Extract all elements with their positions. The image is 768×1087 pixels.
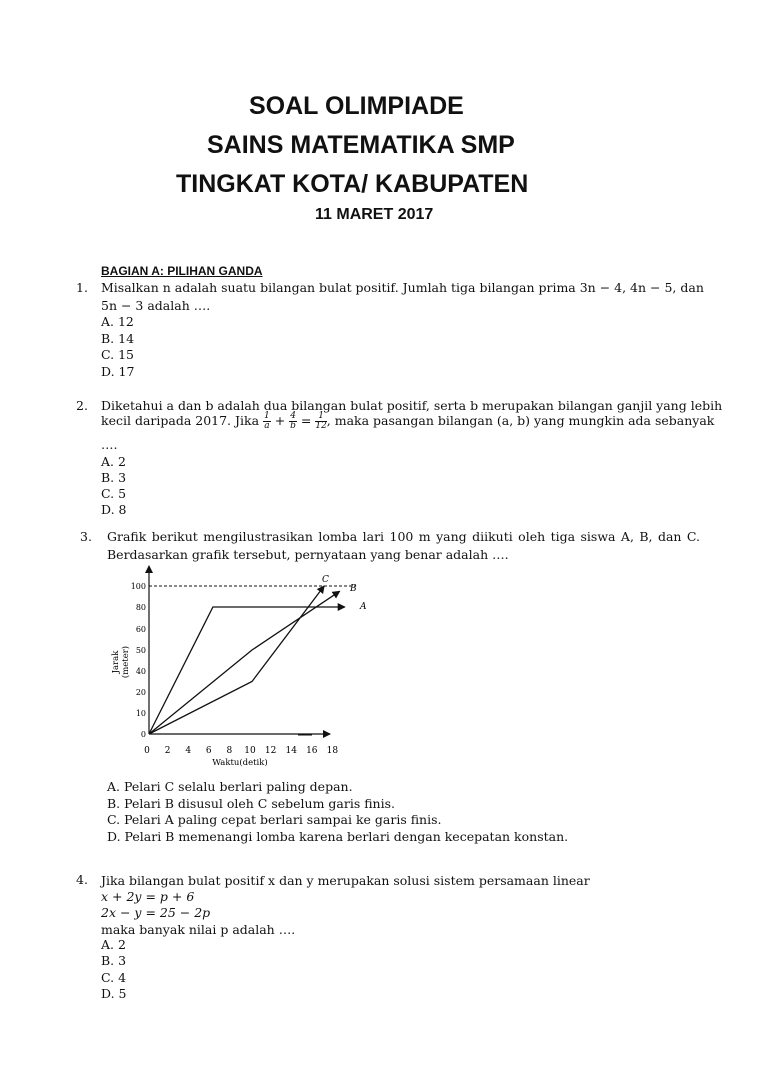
q1-option-d: D. 17 xyxy=(101,364,135,379)
x-tick-label-10: 10 xyxy=(244,746,256,756)
q4-text-line-1: Jika bilangan bulat positif x dan y merupakan solusi sistem persamaan linear xyxy=(101,873,590,888)
x-axis-label: Waktu(detik) xyxy=(212,758,268,768)
q3-number: 3. xyxy=(80,529,92,544)
y-tick-label-20: 20 xyxy=(135,688,146,697)
q4-option-b: B. 3 xyxy=(101,953,127,968)
series-c-line xyxy=(149,586,324,734)
series-b-line xyxy=(149,591,340,734)
x-tick-label-16: 16 xyxy=(306,746,318,756)
q1-option-b: B. 14 xyxy=(101,331,135,346)
q4-equation-1: x + 2y = p + 6 xyxy=(101,889,195,904)
x-tick-label-4: 4 xyxy=(185,746,192,756)
title-line-2: SAINS MATEMATIKA SMP xyxy=(207,131,515,159)
fraction-4-over-b: $\frac{4}{b}$ xyxy=(290,411,296,431)
q4-option-a: A. 2 xyxy=(101,937,126,952)
title-line-1: SOAL OLIMPIADE xyxy=(249,92,464,120)
x-tick-label-2: 2 xyxy=(164,746,171,756)
q2-text-line-3: …. xyxy=(101,437,118,452)
section-heading: BAGIAN A: PILIHAN GANDA xyxy=(101,264,263,278)
q1-option-c: C. 15 xyxy=(101,347,134,362)
fraction-1-over-12: $\frac{1}{12}$ xyxy=(315,411,327,431)
y-tick-label-10: 10 xyxy=(135,709,146,718)
q4-text-line-2: maka banyak nilai p adalah …. xyxy=(101,922,296,937)
series-a-line xyxy=(149,607,345,734)
q2-text-line-1: Diketahui a dan b adalah dua bilangan bulat positif, serta b merupakan bilangan ganjil yang lebih xyxy=(101,398,723,413)
q2-option-b: B. 3 xyxy=(101,470,127,485)
q2-text-line-2-end: , maka pasangan bilangan (a, b) yang mungkin ada sebanyak xyxy=(326,413,715,428)
y-tick-label-100: 100 xyxy=(130,582,146,591)
q1-text-line-2: 5n − 3 adalah …. xyxy=(101,298,211,313)
x-tick-label-12: 12 xyxy=(264,746,277,756)
q4-option-d: D. 5 xyxy=(101,986,127,1001)
q3-option-d: D. Pelari B memenangi lomba karena berlari dengan kecepatan konstan. xyxy=(107,829,569,844)
q4-number: 4. xyxy=(76,872,88,887)
x-tick-label-18: 18 xyxy=(326,746,339,756)
x-tick-label-6: 6 xyxy=(205,746,212,756)
q2-text-line-2: kecil daripada 2017. Jika $\frac{1}{a}$ + $\frac{4}{b}$ = $\frac{1}{12}$ , maka pasangan bilangan (a, b) yang mungkin ada sebanyak xyxy=(101,411,715,431)
y-axis-label-line-1: Jarak xyxy=(111,650,121,674)
y-tick-label-80: 80 xyxy=(135,603,146,612)
q2-option-a: A. 2 xyxy=(101,454,126,469)
fraction-1-over-a: $\frac{1}{a}$ xyxy=(264,411,270,431)
q2-number: 2. xyxy=(76,398,88,413)
x-tick-label-0: 0 xyxy=(144,746,150,756)
q1-option-a: A. 12 xyxy=(101,314,134,329)
exam-date: 11 MARET 2017 xyxy=(315,206,434,223)
q1-number: 1. xyxy=(76,280,88,295)
q3-option-b: B. Pelari B disusul oleh C sebelum garis finis. xyxy=(107,796,395,811)
q2-text-line-2-start: kecil daripada 2017. Jika xyxy=(101,413,260,428)
series-c-label: C xyxy=(322,575,329,585)
q3-option-a: A. Pelari C selalu berlari paling depan. xyxy=(107,779,353,794)
y-tick-label-60: 60 xyxy=(135,625,146,634)
q3-text-line-1: Grafik berikut mengilustrasikan lomba lari 100 m yang diikuti oleh tiga siswa A, B, dan C. xyxy=(107,529,700,544)
series-b-label: B xyxy=(350,584,357,594)
y-tick-label-0: 0 xyxy=(140,730,146,739)
q1-text-line-1: Misalkan n adalah suatu bilangan bulat positif. Jumlah tiga bilangan prima 3n − 4, 4n − 5, dan xyxy=(101,280,704,295)
series-a-label: A xyxy=(360,602,367,612)
q2-option-d: D. 8 xyxy=(101,502,127,517)
q2-option-c: C. 5 xyxy=(101,486,127,501)
q4-option-c: C. 4 xyxy=(101,970,127,985)
y-tick-label-50: 50 xyxy=(135,646,146,655)
q3-text-line-2: Berdasarkan grafik tersebut, pernyataan yang benar adalah …. xyxy=(107,547,509,562)
q3-option-c: C. Pelari A paling cepat berlari sampai ke garis finis. xyxy=(107,812,442,827)
title-line-3: TINGKAT KOTA/ KABUPATEN xyxy=(176,170,529,198)
y-axis-label-line-2: (meter) xyxy=(121,645,131,679)
q4-equation-2: 2x − y = 25 − 2p xyxy=(101,905,211,920)
x-tick-label-8: 8 xyxy=(226,746,233,756)
y-tick-label-40: 40 xyxy=(135,667,146,676)
x-tick-label-14: 14 xyxy=(285,746,297,756)
